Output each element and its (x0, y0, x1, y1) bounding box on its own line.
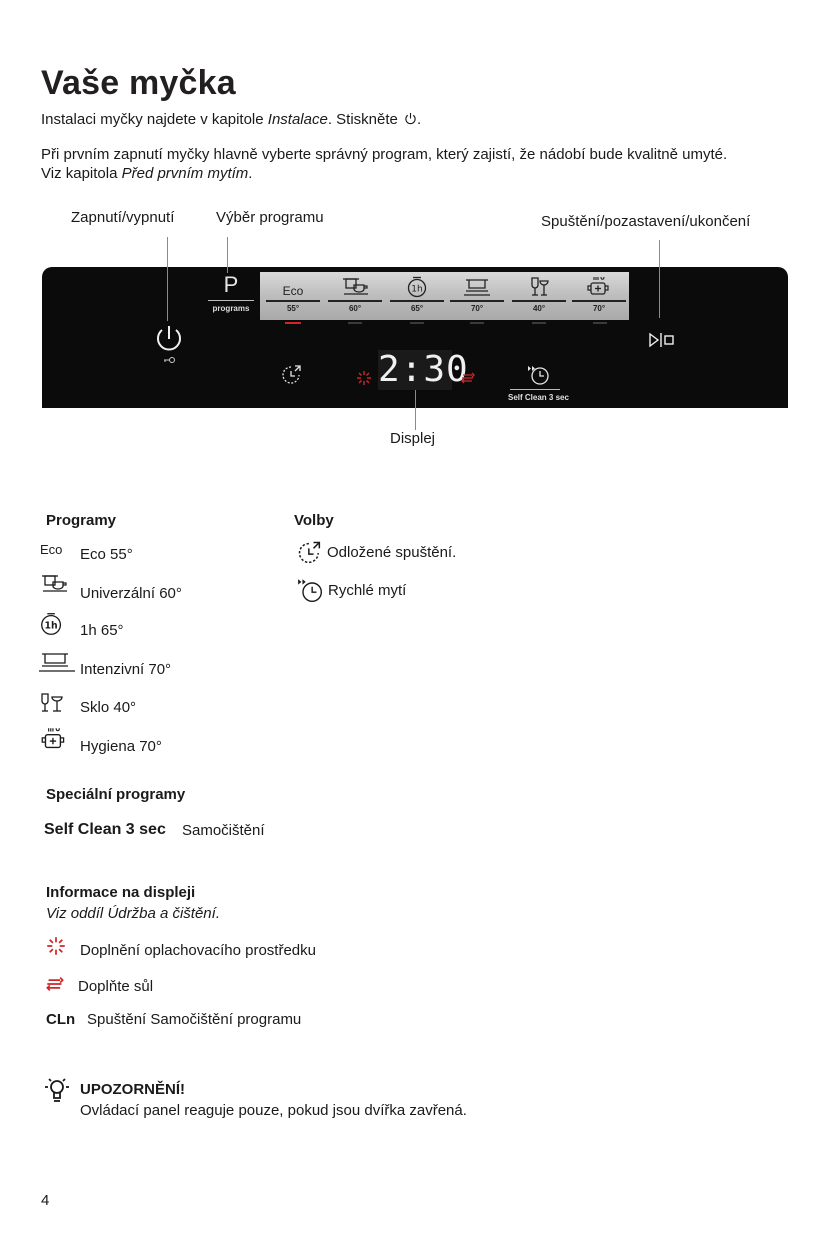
display-info-heading: Informace na displeji (46, 884, 196, 901)
callout-line-display (415, 390, 416, 430)
callout-display: Displej (390, 430, 436, 447)
option-delay-start: Odložené spuštění. (327, 544, 457, 561)
callout-start: Spuštění/pozastavení/ukončení (541, 213, 751, 230)
program-hygiene[interactable] (570, 272, 628, 320)
program-indicator (532, 322, 546, 324)
program-temp: 70° (470, 304, 484, 313)
program-button-label: P (223, 272, 239, 297)
program-indicator (348, 322, 362, 324)
program-temp: 40° (532, 304, 546, 313)
programs-heading: Programy (46, 512, 117, 529)
callout-program-select: Výběr programu (216, 209, 324, 226)
option-quick-wash: Rychlé mytí (328, 582, 407, 599)
glasses-icon (524, 276, 554, 298)
lightbulb-icon (41, 1075, 73, 1107)
callout-line-power (167, 237, 168, 321)
special-heading: Speciální programy (46, 786, 186, 803)
callout-line-start (659, 240, 660, 318)
program-intensive[interactable] (448, 272, 506, 320)
display-info-salt: Doplňte sůl (78, 978, 154, 995)
callout-power: Zapnutí/vypnutí (71, 209, 175, 226)
program-item-eco: Eco 55° (80, 546, 133, 563)
program-item-universal: Univerzální 60° (80, 585, 182, 602)
1h-timer-icon (38, 611, 66, 637)
power-button[interactable] (154, 324, 184, 366)
program-universal[interactable] (326, 272, 384, 320)
options-heading: Volby (294, 512, 334, 529)
1h-text: 1h (411, 284, 423, 295)
quick-wash-button[interactable] (525, 364, 551, 386)
program-item-1h: 1h 65° (80, 622, 124, 639)
salt-icon (46, 976, 64, 992)
hygiene-icon (584, 276, 614, 298)
program-item-intensive: Intenzivní 70° (80, 661, 172, 678)
program-item-glass: Sklo 40° (80, 699, 137, 716)
delay-start-button[interactable] (280, 364, 304, 386)
pot-icon (462, 276, 492, 298)
1h-timer-icon (402, 276, 432, 298)
rinse-aid-icon (46, 936, 66, 956)
1h-text: 1h (44, 620, 58, 632)
program-glass[interactable] (510, 272, 568, 320)
intro-line-1: Instalaci myčky najdete v kapitole Instalace. Stiskněte . (41, 111, 422, 128)
start-pause-button[interactable] (648, 332, 676, 348)
warning-text: Ovládací panel reaguje pouze, pokud jsou dvířka zavřená. (80, 1102, 467, 1119)
self-clean-label: Self Clean 3 sec (508, 393, 569, 402)
program-temp: 60° (348, 304, 362, 313)
program-item-hygiene: Hygiena 70° (80, 738, 162, 755)
program-indicator (410, 322, 424, 324)
program-temp: 70° (592, 304, 606, 313)
program-temp: 65° (410, 304, 424, 313)
self-clean-divider (510, 389, 560, 390)
program-temp: 55° (286, 304, 300, 313)
program-eco[interactable] (264, 272, 322, 320)
salt-indicator-icon (461, 372, 475, 384)
page-number: 4 (41, 1192, 50, 1209)
rinse-aid-indicator-icon (356, 370, 372, 386)
pots-cup-icon (340, 276, 370, 298)
pots-cup-icon (38, 573, 70, 595)
intro-line-2: Při prvním zapnutí myčky hlavně vyberte správný program, který zajistí, že nádobí bude kvalitně umyté. (41, 146, 728, 163)
delay-start-icon (296, 540, 324, 566)
time-display: 2:30 (378, 349, 469, 390)
program-1h[interactable] (388, 272, 446, 320)
intro-line-3: Viz kapitola Před prvním mytím. (41, 165, 253, 182)
page-title: Vaše myčka (41, 64, 236, 102)
pot-icon (38, 650, 76, 674)
display-info-sub: Viz oddíl Údržba a čištění. (46, 905, 220, 922)
callout-line-program (227, 237, 228, 273)
display-code-cln: CLn (46, 1011, 76, 1028)
program-indicator-active (285, 322, 301, 324)
special-program-name: Self Clean 3 sec (44, 821, 166, 838)
eco-text-icon: Eco (40, 542, 63, 557)
display-info-rinse-aid: Doplnění oplachovacího prostředku (80, 942, 316, 959)
program-button-sub: programs (212, 304, 250, 313)
special-program-desc: Samočištění (182, 822, 265, 839)
program-select-button[interactable] (208, 272, 254, 318)
warning-title: UPOZORNĚNÍ! (80, 1081, 185, 1098)
quick-wash-icon (296, 577, 324, 603)
eco-text-icon: Eco (282, 284, 304, 298)
program-indicator (593, 322, 607, 324)
power-icon (404, 112, 417, 125)
hygiene-icon (38, 727, 70, 753)
glasses-icon (38, 692, 68, 714)
display-info-cln: Spuštění Samočištění programu (87, 1011, 302, 1028)
program-indicator (470, 322, 484, 324)
